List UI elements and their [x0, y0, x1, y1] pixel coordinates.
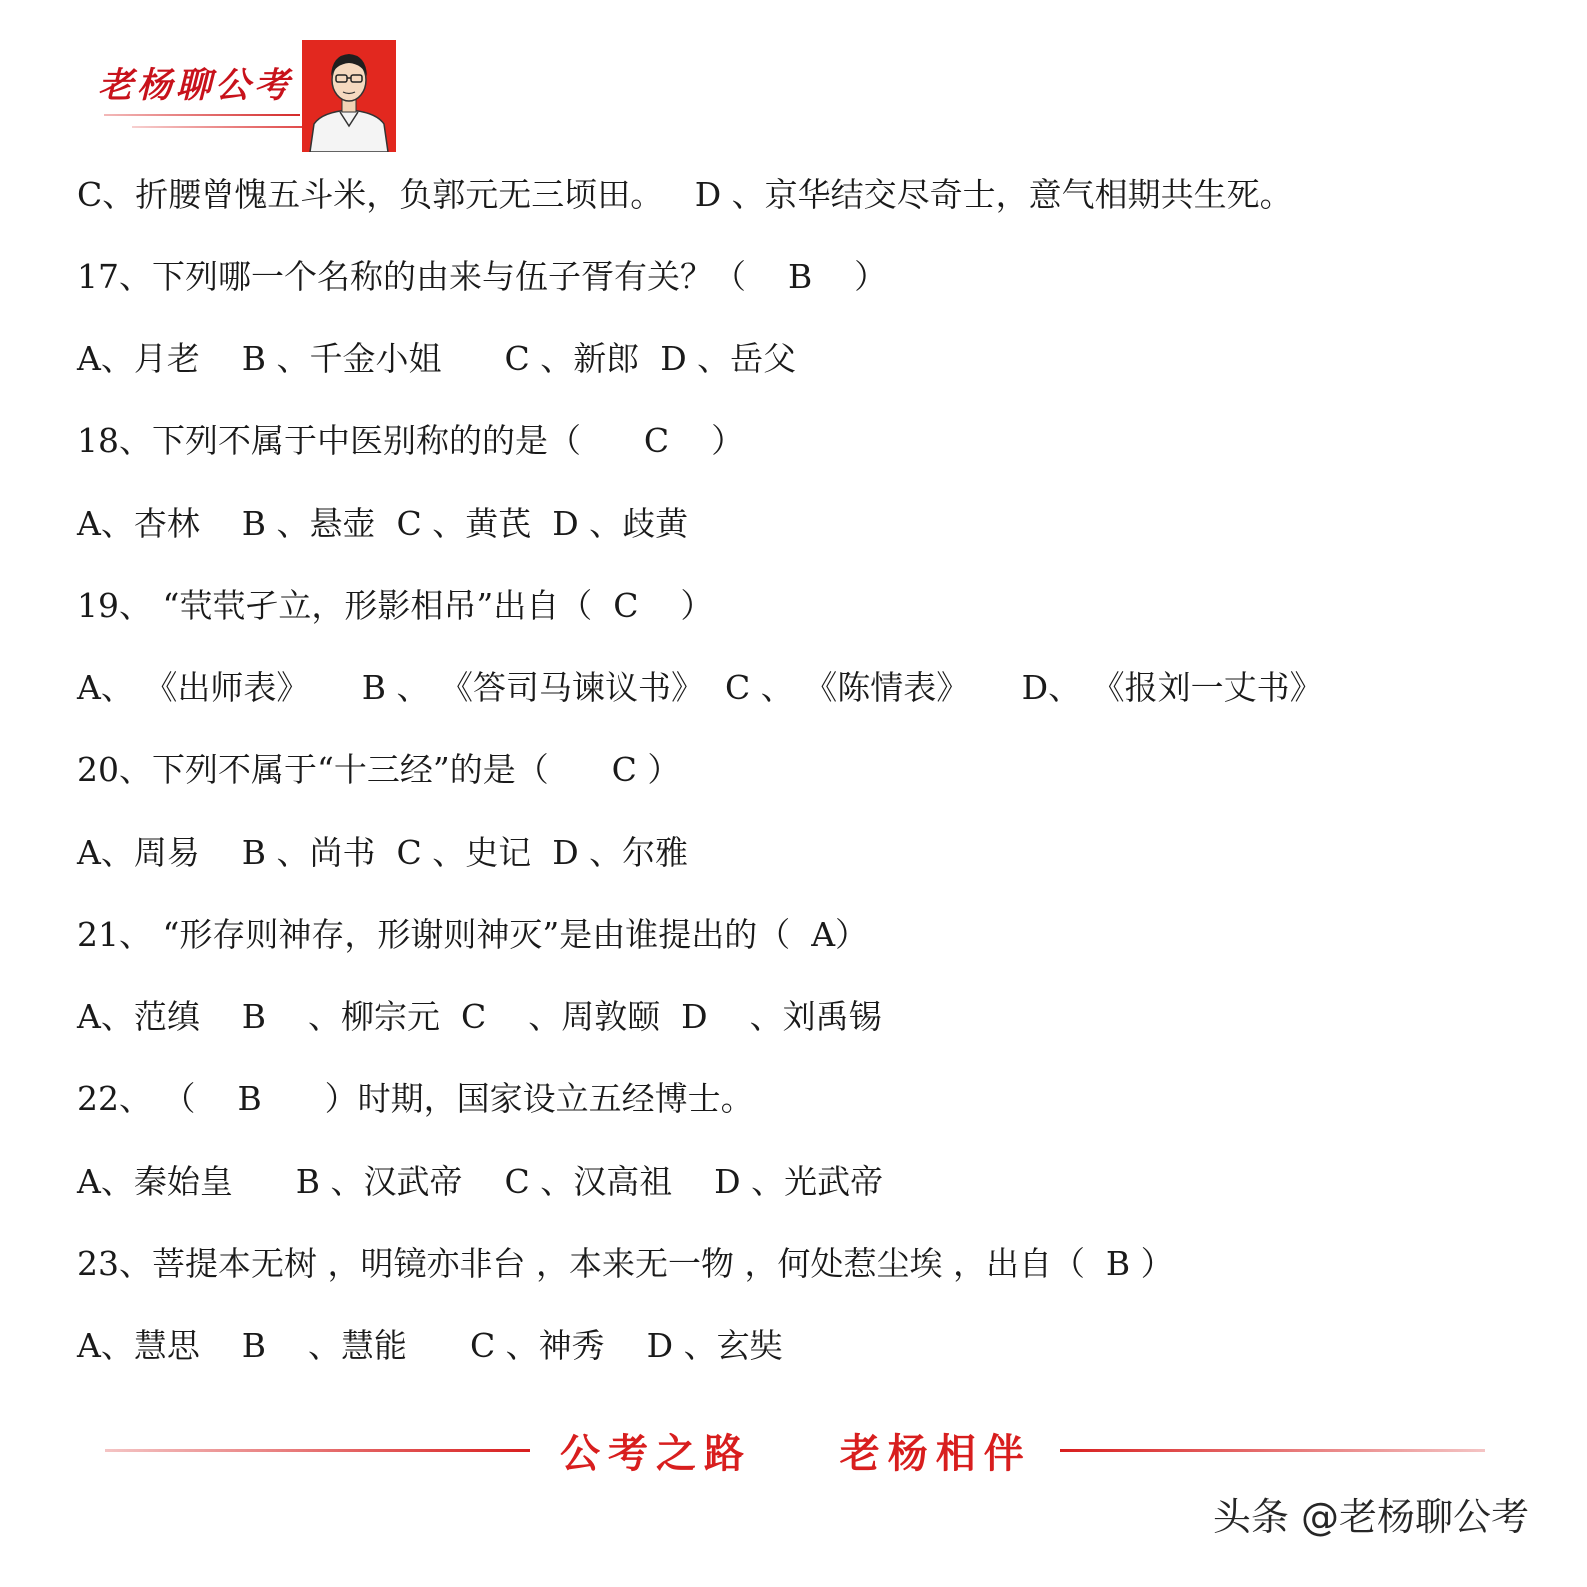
option-line: A、周易 B 、尚书 C 、史记 D 、尔雅	[77, 833, 689, 872]
option-line: A、慧思 B 、慧能 C 、神秀 D 、玄奘	[77, 1326, 783, 1365]
option-line: A、秦始皇 B 、汉武帝 C 、汉高祖 D 、光武帝	[77, 1162, 884, 1201]
brand-name: 老杨聊公考	[98, 66, 294, 106]
question-line: 18、下列不属于中医别称的的是（ C ）	[77, 421, 745, 460]
question-line: 17、下列哪一个名称的由来与伍子胥有关？（ B ）	[77, 257, 888, 296]
option-line: A、月老 B 、千金小姐 C 、新郎 D 、岳父	[77, 339, 797, 378]
watermark: 头条 @老杨聊公考	[1212, 1495, 1529, 1539]
question-line: 23、菩提本无树 ，明镜亦非台 ，本来无一物 ，何处惹尘埃 ，出自（ B ）	[77, 1244, 1174, 1283]
person-illustration-icon	[302, 40, 396, 152]
brand-underline	[104, 114, 300, 116]
option-line: A、杏林 B 、悬壶 C 、黄芪 D 、歧黄	[77, 504, 689, 543]
brand-logo	[92, 40, 402, 152]
question-line: 19、 “茕茕孑立，形影相吊”出自（ C ）	[77, 586, 714, 625]
question-line: 21、 “形存则神存，形谢则神灭”是由谁提出的（ A）	[77, 915, 869, 954]
question-line: 20、下列不属于“十三经”的是（ C ）	[77, 750, 681, 789]
option-line: C、折腰曾愧五斗米，负郭元无三顷田。 D 、京华结交尽奇士，意气相期共生死。	[77, 175, 1293, 214]
footer-banner	[105, 1418, 1485, 1478]
footer-divider-left	[105, 1449, 530, 1452]
option-line: A、 《出师表》 B 、 《答司马谏议书》 C 、 《陈情表》 D、 《报刘一丈书》	[77, 668, 1323, 707]
avatar	[302, 40, 396, 152]
brand-underline-secondary	[132, 126, 302, 128]
option-line: A、范缜 B 、柳宗元 C 、周敦颐 D 、刘禹锡	[77, 997, 882, 1036]
footer-slogan: 公考之路 老杨相伴	[560, 1431, 1032, 1477]
question-line: 22、 （ B ）时期，国家设立五经博士。	[77, 1079, 754, 1118]
footer-divider-right	[1060, 1449, 1485, 1452]
